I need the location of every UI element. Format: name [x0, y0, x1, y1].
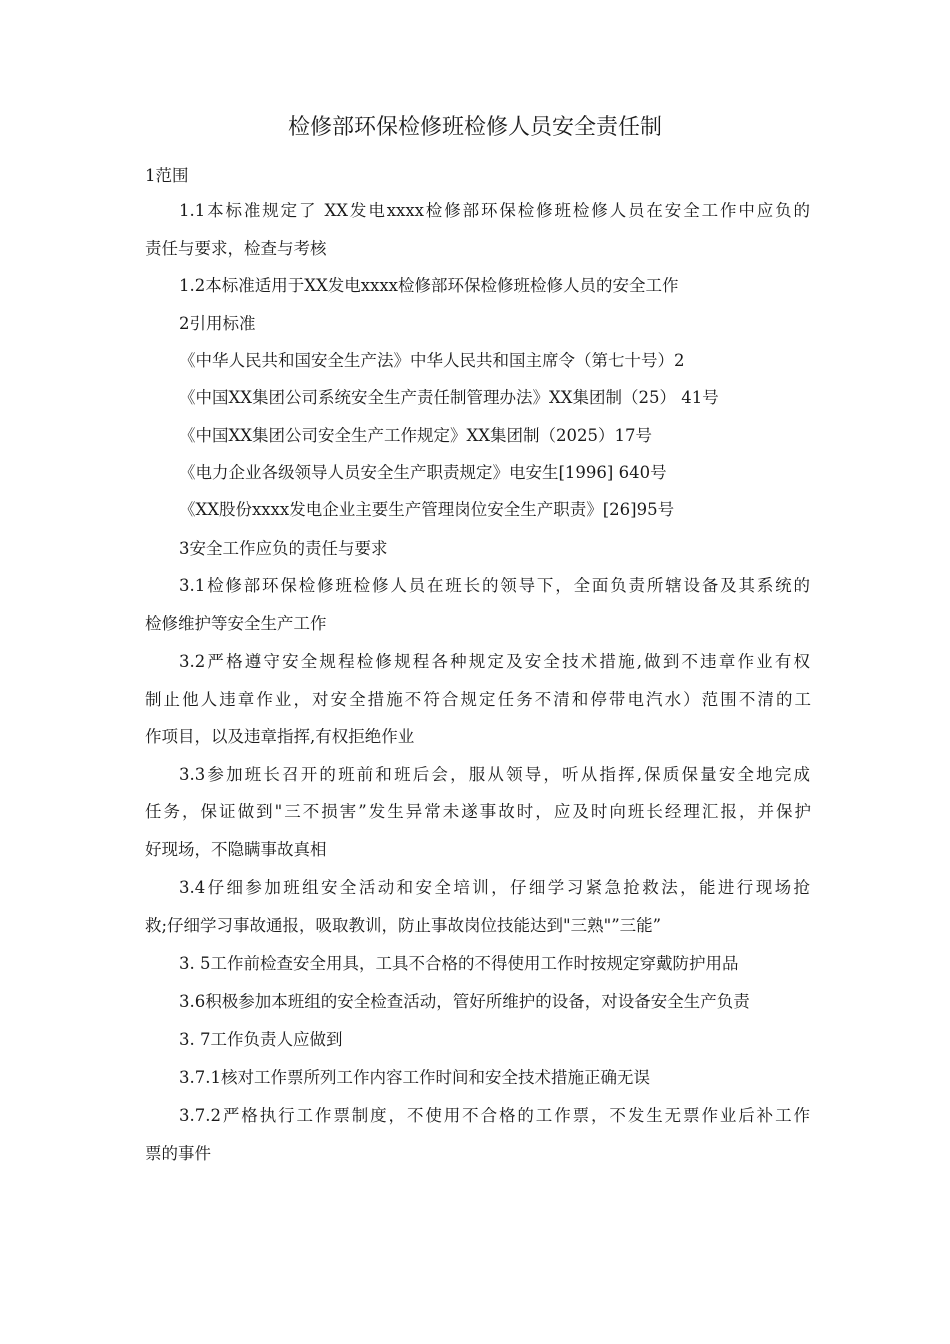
reference-item: 《XX股份xxxx发电企业主要生产管理岗位安全生产职责》[26]95号 [179, 500, 675, 519]
paragraph-line [179, 763, 810, 787]
paragraph-line: 作项目，以及违章指挥,有权拒绝作业 [145, 727, 415, 746]
reference-item: 《电力企业各级领导人员安全生产职责规定》电安生[1996] 640号 [179, 463, 667, 482]
section-heading-responsibilities: 3安全工作应负的责任与要求 [179, 539, 388, 558]
paragraph-line: 1.2本标准适用于XX发电xxxx检修部环保检修班检修人员的安全工作 [179, 276, 679, 295]
paragraph-text: 3.4仔细参加班组安全活动和安全培训，仔细学习紧急抢救法，能进行现场抢 [179, 878, 810, 897]
paragraph-line [145, 800, 811, 824]
paragraph-text: 3.1检修部环保检修班检修人员在班长的领导下，全面负责所辖设备及其系统的 [179, 576, 810, 595]
paragraph-text: 制止他人违章作业，对安全措施不符合规定任务不清和停带电汽水）范围不清的工 [145, 690, 811, 709]
paragraph-line [179, 1104, 810, 1128]
section-heading-references: 2引用标准 [179, 314, 256, 333]
reference-item: 《中华人民共和国安全生产法》中华人民共和国主席令（第七十号）2 [179, 351, 685, 370]
paragraph-text: 1.1本标准规定了 XX发电xxxx检修部环保检修班检修人员在安全工作中应负的 [179, 201, 810, 220]
paragraph-text: 3.3参加班长召开的班前和班后会，服从领导，听从指挥,保质保量安全地完成 [179, 765, 810, 784]
paragraph-line [179, 876, 810, 900]
paragraph-text: 3.2严格遵守安全规程检修规程各种规定及安全技术措施,做到不违章作业有权 [179, 652, 810, 671]
paragraph-line: 3.7.1核对工作票所列工作内容工作时间和安全技术措施正确无误 [179, 1068, 650, 1087]
paragraph-line: 责任与要求，检查与考核 [145, 239, 327, 258]
paragraph-line: 票的事件 [145, 1144, 211, 1163]
paragraph-line: 检修维护等安全生产工作 [145, 614, 327, 633]
paragraph-text: 任务，保证做到"三不损害”发生异常未遂事故时，应及时向班长经理汇报，并保护 [145, 802, 811, 821]
paragraph-line: 3.6积极参加本班组的安全检查活动，管好所维护的设备，对设备安全生产负责 [179, 992, 750, 1011]
paragraph-line [179, 199, 810, 223]
paragraph-line [179, 650, 810, 674]
paragraph-line: 好现场，不隐瞒事故真相 [145, 840, 327, 859]
reference-item: 《中国XX集团公司安全生产工作规定》XX集团制（2025）17号 [179, 426, 652, 445]
paragraph-text: 3.7.2严格执行工作票制度，不使用不合格的工作票，不发生无票作业后补工作 [179, 1106, 810, 1125]
paragraph-line: 3. 5工作前检查安全用具，工具不合格的不得使用工作时按规定穿戴防护用品 [179, 954, 739, 973]
paragraph-line [145, 688, 811, 712]
reference-item: 《中国XX集团公司系统安全生产责任制管理办法》XX集团制（25） 41号 [179, 388, 719, 407]
paragraph-line: 救;仔细学习事故通报，吸取教训，防止事故岗位技能达到"三熟"”三能” [145, 916, 662, 935]
paragraph-line [179, 574, 810, 598]
paragraph-line: 3. 7工作负责人应做到 [179, 1030, 343, 1049]
document-title: 检修部环保检修班检修人员安全责任制 [287, 115, 662, 140]
section-heading-scope: 1范围 [145, 166, 189, 185]
